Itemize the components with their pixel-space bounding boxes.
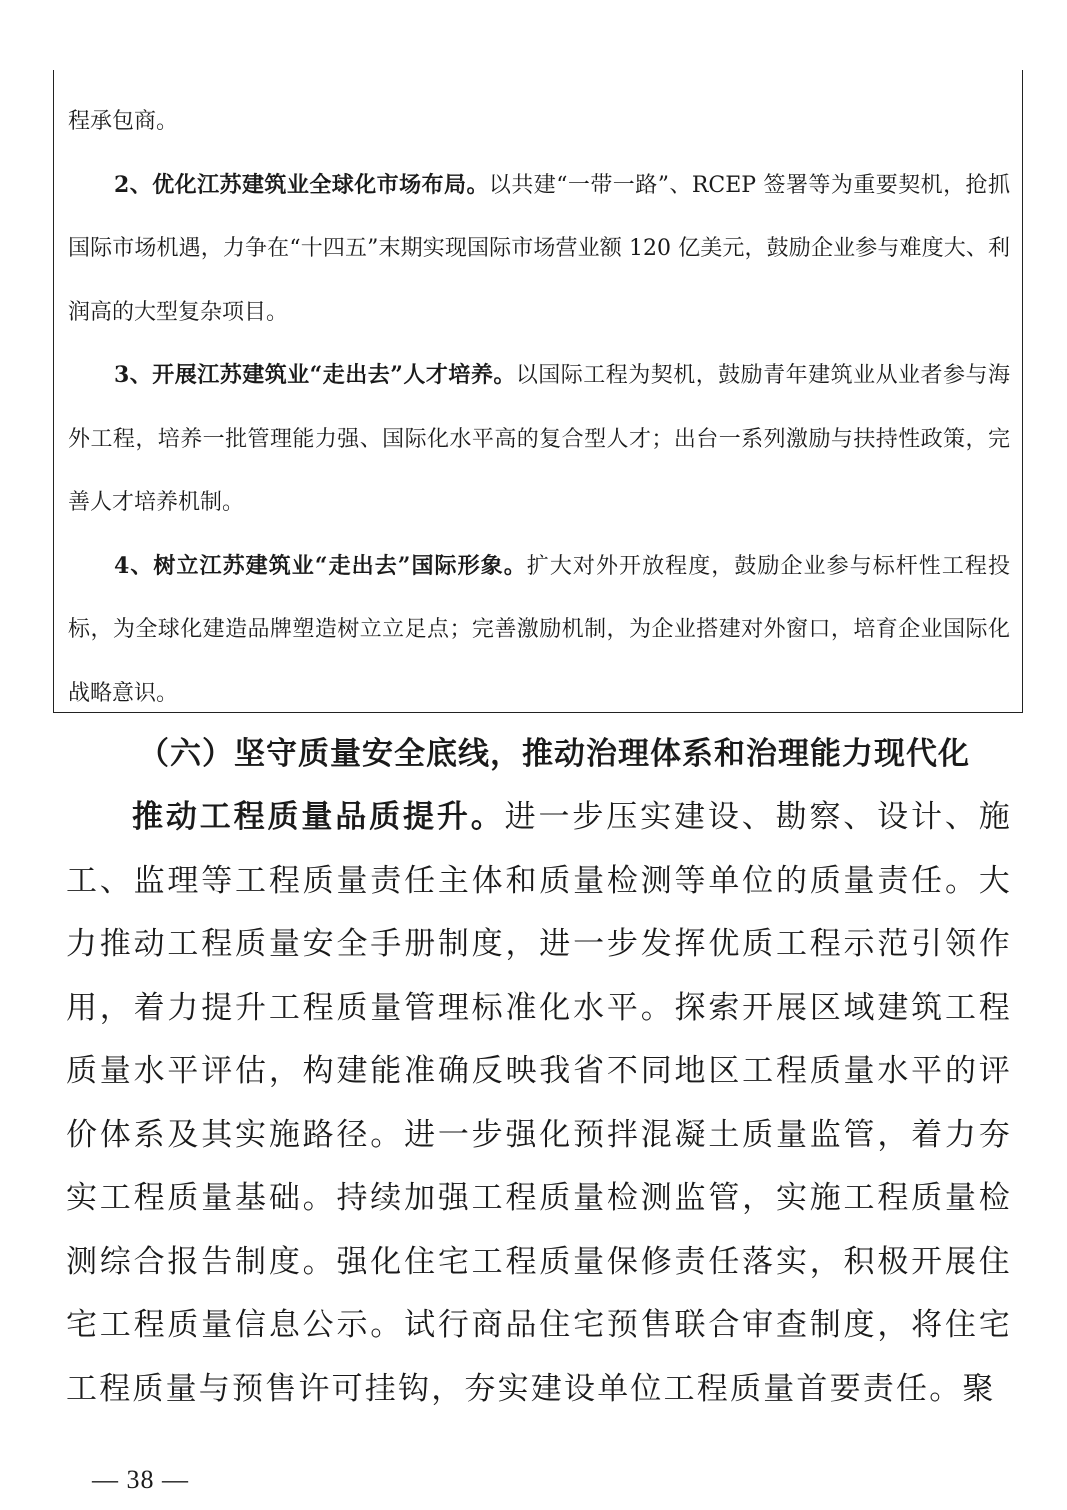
page-number: — 38 — xyxy=(92,1465,189,1494)
box-item-heading: 4、树立江苏建筑业“走出去”国际形象。 xyxy=(114,552,527,579)
box-item-heading: 3、开展江苏建筑业“走出去”人才培养。 xyxy=(114,362,516,388)
box-item-heading: 2、优化江苏建筑业全球化市场布局。 xyxy=(114,171,489,198)
section-paragraph xyxy=(66,786,1012,1421)
box-item-4 xyxy=(68,535,1010,726)
section-heading: （六）坚守质量安全底线，推动治理体系和治理能力现代化 xyxy=(138,736,970,772)
boxed-section xyxy=(53,70,1023,713)
box-item-body: 以共建“一带一路”、RCEP 签署等为重要契机，抢抓国际市场机遇，力争在“十四五”末期实现国际市场营业额 120 亿美元，鼓励企业参与难度大、利润高的大型复杂项目。 xyxy=(68,172,1010,325)
box-item-body: 扩大对外开放程度，鼓励企业参与标杆性工程投标，为全球化建造品牌塑造树立立足点；完善激励机制，为企业搭建对外窗口，培育企业国际化战略意识。 xyxy=(68,553,1010,706)
paragraph-lead: 推动工程质量品质提升。 xyxy=(132,799,505,835)
box-intro-tail: 程承包商。 xyxy=(68,109,179,134)
box-item-3 xyxy=(68,344,1010,535)
box-item-body: 以国际工程为契机，鼓励青年建筑业从业者参与海外工程，培养一批管理能力强、国际化水平高的复合型人才；出台一系列激励与扶持性政策，完善人才培养机制。 xyxy=(68,363,1010,515)
main-section xyxy=(66,722,1012,1421)
paragraph-body: 进一步压实建设、勘察、设计、施工、监理等工程质量责任主体和质量检测等单位的质量责任。大力推动工程质量安全手册制度，进一步发挥优质工程示范引领作用，着力提升工程质量管理标准化水平。探索开展区域建筑工程质量水平评估，构建能准确反映我省不同地区工程质量水平的评价体系及其实施路径。进一步强化预拌混凝土质量监管，着力夯实工程质量基础。持续加强工程质量检测监管，实施工程质量检测综合报告制度。强化住宅工程质量保修责任落实，积极开展住宅工程质量信息公示。试行商品住宅预售联合审查制度，将住宅工程质量与预售许可挂钩，夯实建设单位工程质量首要责任。聚 xyxy=(66,799,1012,1407)
box-item-2 xyxy=(68,154,1010,345)
